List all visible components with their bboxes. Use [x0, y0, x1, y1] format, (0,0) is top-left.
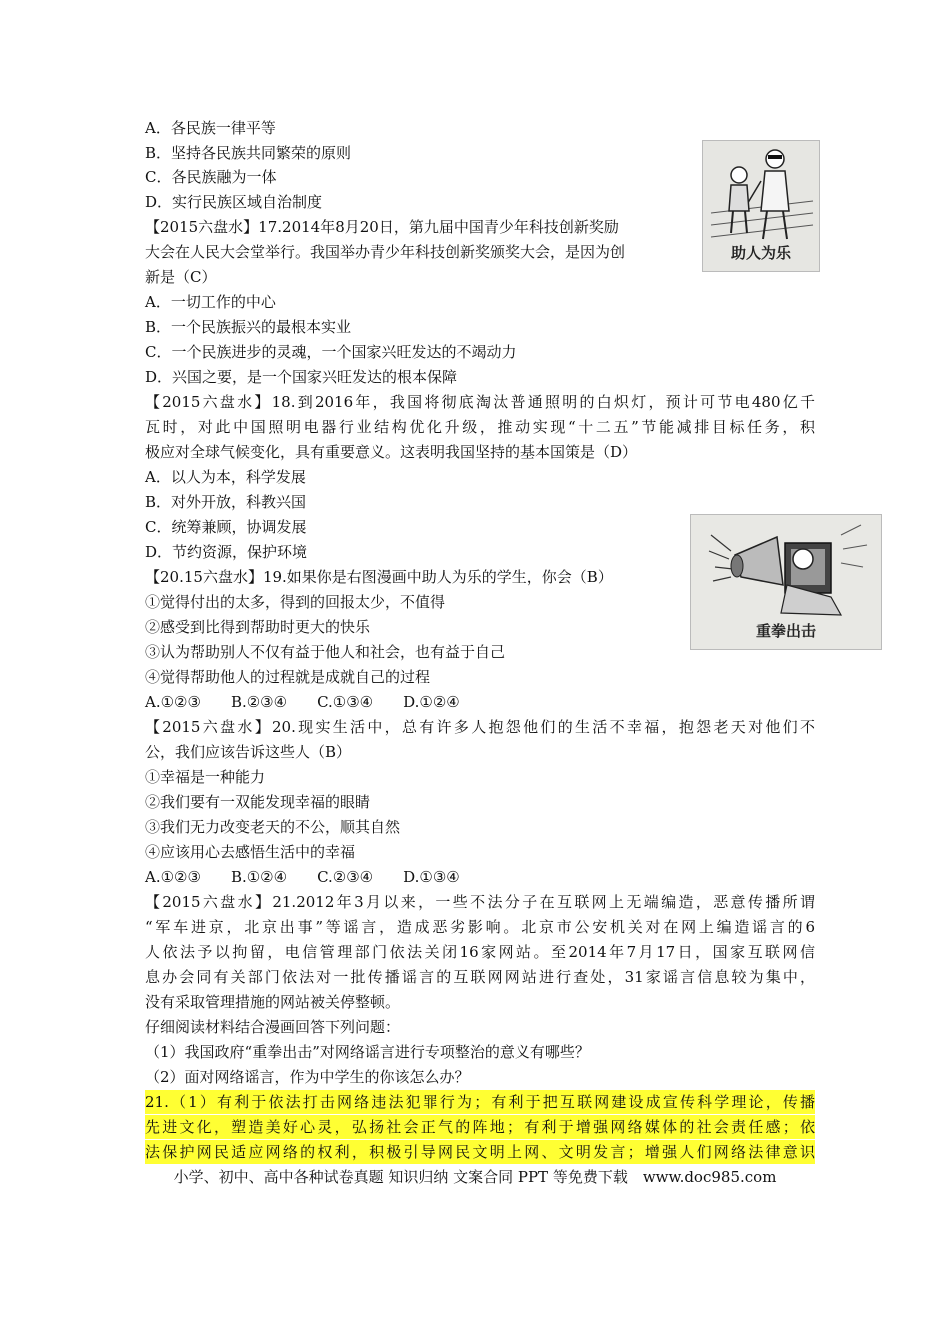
q19-item-2: ②感受到比得到帮助时更大的快乐 — [145, 618, 371, 636]
q17-option-d: D．兴国之要，是一个国家兴旺发达的根本保障 — [145, 368, 458, 386]
answer-21-line-2: 先进文化，塑造美好心灵，弘扬社会正气的阵地；有利于增强网络媒体的社会责任感；依 — [145, 1115, 815, 1139]
question-18-line-3: 极应对全球气候变化，具有重要意义。这表明我国坚持的基本国策是（D） — [145, 443, 638, 461]
option-b: B．坚持各民族共同繁荣的原则 — [145, 144, 352, 162]
q17-option-c: C．一个民族进步的灵魂，一个国家兴旺发达的不竭动力 — [145, 343, 517, 361]
q20-item-3: ③我们无力改变老天的不公，顺其自然 — [145, 818, 401, 836]
option-a: A．各民族一律平等 — [145, 119, 276, 137]
q17-option-b: B．一个民族振兴的最根本实业 — [145, 318, 352, 336]
q20-item-1: ①幸福是一种能力 — [145, 768, 266, 786]
answer-21-line-1: 21.（1）有利于依法打击网络违法犯罪行为；有利于把互联网建设成宣传科学理论，传播 — [145, 1090, 815, 1114]
q17-option-a: A．一切工作的中心 — [145, 293, 276, 311]
q20-item-4: ④应该用心去感悟生活中的幸福 — [145, 843, 356, 861]
cartoon-figure-1 — [702, 140, 820, 272]
option-d: D．实行民族区域自治制度 — [145, 193, 323, 211]
q19-item-1: ①觉得付出的太多，得到的回报太少，不值得 — [145, 593, 446, 611]
q19-item-4: ④觉得帮助他人的过程就是成就自己的过程 — [145, 668, 431, 686]
question-17-line-3: 新是（C） — [145, 268, 217, 286]
question-17-line-2: 大会在人民大会堂举行。我国举办青少年科技创新奖颁奖大会，是因为创 — [145, 243, 626, 261]
page-footer: 小学、初中、高中各种试卷真题 知识归纳 文案合同 PPT 等免费下载 www.doc985.com — [173, 1168, 777, 1186]
question-21-line-4: 息办会同有关部门依法对一批传播谣言的互联网网站进行查处，31家谣言信息较为集中， — [145, 968, 815, 986]
answer-21-line-3: 法保护网民适应网络的权利，积极引导网民文明上网、文明发言；增强人们网络法律意识 — [145, 1140, 815, 1164]
question-20-line-1: 【2015六盘水】20.现实生活中，总有许多人抱怨他们的生活不幸福，抱怨老天对他们不 — [145, 718, 815, 736]
q18-option-c: C．统筹兼顾，协调发展 — [145, 518, 307, 536]
question-21-line-5: 没有采取管理措施的网站被关停整顿。 — [145, 993, 401, 1011]
cartoon-figure-2 — [690, 514, 882, 650]
q19-choices: A.①②③ B.②③④ C.①③④ D.①②④ — [145, 693, 460, 711]
q18-option-b: B．对外开放，科教兴国 — [145, 493, 307, 511]
q20-item-2: ②我们要有一双能发现幸福的眼睛 — [145, 793, 371, 811]
q20-choices: A.①②③ B.①②④ C.②③④ D.①③④ — [145, 868, 460, 886]
question-21-line-2: “军车进京，北京出事”等谣言，造成恶劣影响。北京市公安机关对在网上编造谣言的6 — [145, 918, 815, 936]
sub-question-2: （2）面对网络谣言，作为中学生的你该怎么办？ — [145, 1068, 470, 1086]
q18-option-a: A．以人为本，科学发展 — [145, 468, 306, 486]
option-c: C．各民族融为一体 — [145, 168, 277, 186]
question-19-line-1: 【20.15六盘水】19.如果你是右图漫画中助人为乐的学生，你会（B） — [145, 568, 613, 586]
question-21-line-1: 【2015六盘水】21.2012年3月以来，一些不法分子在互联网上无端编造，恶意传播所谓 — [145, 893, 815, 911]
question-18-line-1: 【2015六盘水】18.到2016年，我国将彻底淘汰普通照明的白炽灯，预计可节电480亿千 — [145, 393, 815, 411]
q18-option-d: D．节约资源，保护环境 — [145, 543, 308, 561]
figure-2-caption: 重拳出击 — [755, 622, 816, 640]
question-21-line-3: 人依法予以拘留，电信管理部门依法关闭16家网站。至2014年7月17日，国家互联网信 — [145, 943, 815, 961]
sub-question-1: （1）我国政府“重拳出击”对网络谣言进行专项整治的意义有哪些？ — [145, 1043, 590, 1061]
figure-1-caption: 助人为乐 — [730, 244, 791, 262]
question-17-line-1: 【2015六盘水】17.2014年8月20日，第九届中国青少年科技创新奖励 — [145, 218, 619, 236]
q19-item-3: ③认为帮助别人不仅有益于他人和社会，也有益于自己 — [145, 643, 506, 661]
question-20-line-2: 公，我们应该告诉这些人（B） — [145, 743, 352, 761]
instruction: 仔细阅读材料结合漫画回答下列问题： — [145, 1018, 401, 1036]
question-18-line-2: 瓦时，对此中国照明电器行业结构优化升级，推动实现“十二五”节能减排目标任务，积 — [145, 418, 815, 436]
